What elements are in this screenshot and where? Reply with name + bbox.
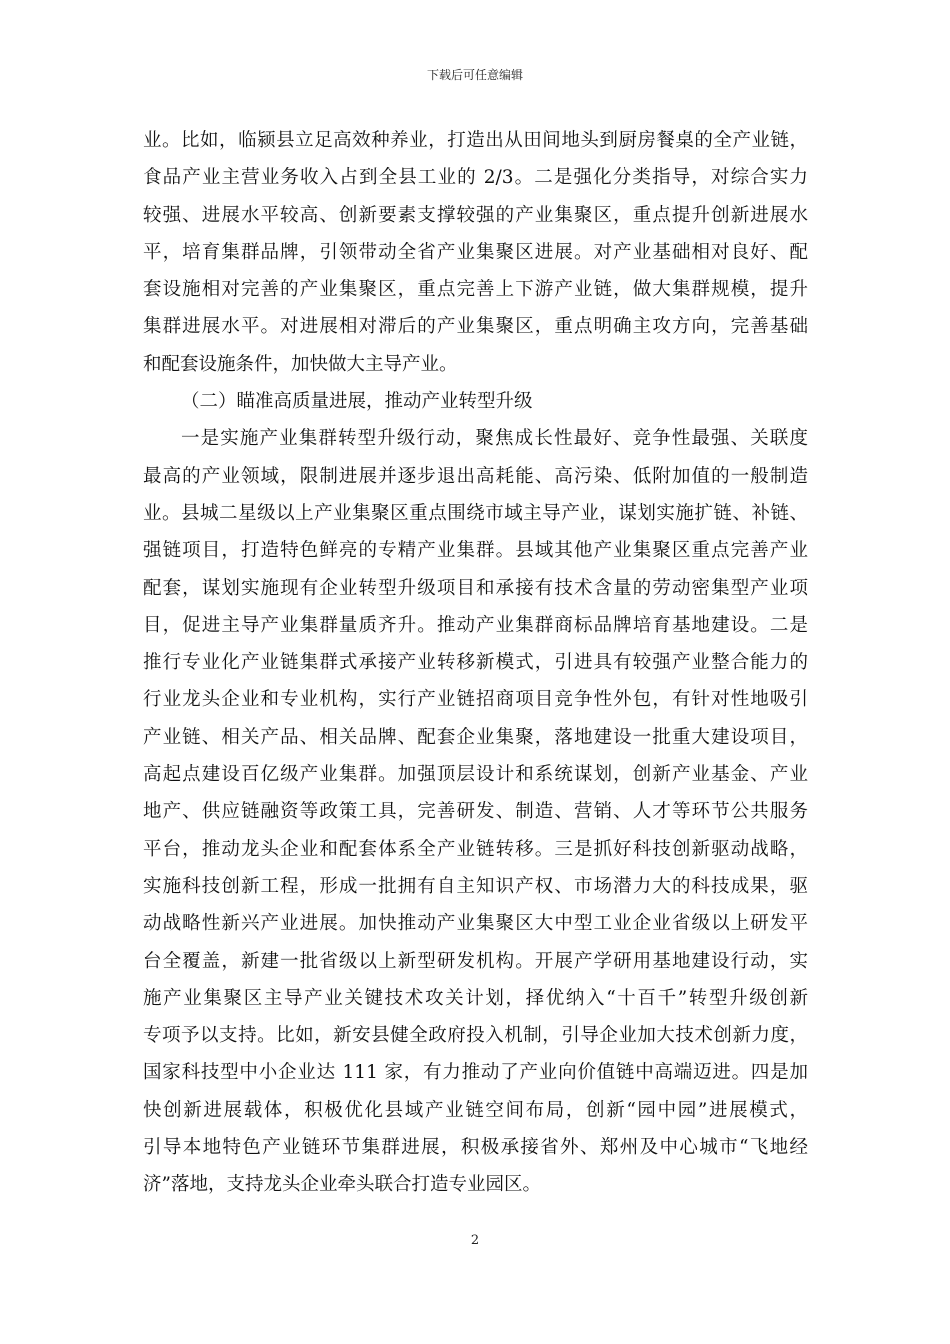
- text-line: 和配套设施条件，加快做大主导产业。: [143, 353, 458, 375]
- paragraph: [143, 122, 808, 383]
- text-line: 台全覆盖，新建一批省级以上新型研发机构。开展产学研用基地建设行动，实: [143, 950, 808, 972]
- text-line: 高起点建设百亿级产业集群。加强顶层设计和系统谋划，创新产业基金、产业: [143, 764, 808, 786]
- document-body: [143, 122, 808, 1204]
- text-line: 产业链、相关产品、相关品牌、配套企业集聚，落地建设一批重大建设项目，: [143, 726, 808, 748]
- text-line: 套设施相对完善的产业集聚区，重点完善上下游产业链，做大集群规模，提升: [143, 279, 808, 301]
- text-line: 国家科技型中小企业达 111 家，有力推动了产业向价值链中高端迈进。四是加: [143, 1062, 808, 1084]
- paragraph: [143, 420, 808, 1203]
- heading-line: （二）瞄准高质量进展，推动产业转型升级: [181, 391, 533, 413]
- text-line: 业。比如，临颍县立足高效种养业，打造出从田间地头到厨房餐桌的全产业链，: [143, 130, 808, 151]
- text-line: 食品产业主营业务收入占到全县工业的 2/3。二是强化分类指导，对综合实力: [143, 167, 808, 189]
- text-line: 快创新进展载体，积极优化县域产业链空间布局，创新“园中园”进展模式，: [143, 1099, 808, 1121]
- text-line: 行业龙头企业和专业机构，实行产业链招商项目竞争性外包，有针对性地吸引: [143, 689, 808, 711]
- page-header: 下载后可任意编辑: [426, 68, 523, 82]
- text-line: 平台，推动龙头企业和配套体系全产业链转移。三是抓好科技创新驱动战略，: [143, 838, 808, 860]
- text-line: 业。县城二星级以上产业集聚区重点围绕市域主导产业，谋划实施扩链、补链、: [143, 502, 808, 524]
- text-line: 强链项目，打造特色鲜亮的专精产业集群。县域其他产业集聚区重点完善产业: [143, 540, 808, 562]
- text-line: 集群进展水平。对进展相对滞后的产业集聚区，重点明确主攻方向，完善基础: [143, 316, 808, 338]
- text-line: 实施科技创新工程，形成一批拥有自主知识产权、市场潜力大的科技成果，驱: [143, 875, 808, 897]
- text-line: 地产、供应链融资等政策工具，完善研发、制造、营销、人才等环节公共服务: [143, 801, 808, 823]
- text-line: 平，培育集群品牌，引领带动全省产业集聚区进展。对产业基础相对良好、配: [143, 241, 808, 263]
- text-line: 最高的产业领域，限制进展并逐步退出高耗能、高污染、低附加值的一般制造: [143, 465, 808, 487]
- text-line: 动战略性新兴产业进展。加快推动产业集聚区大中型工业企业省级以上研发平: [143, 913, 808, 935]
- page-number: 2: [470, 1233, 480, 1248]
- text-line: 引导本地特色产业链环节集群进展，积极承接省外、郑州及中心城市“飞地经: [143, 1137, 808, 1159]
- text-line: 推行专业化产业链集群式承接产业转移新模式，引进具有较强产业整合能力的: [143, 652, 808, 674]
- text-line: 较强、进展水平较高、创新要素支撑较强的产业集聚区，重点提升创新进展水: [143, 204, 808, 226]
- section-heading: [143, 383, 808, 420]
- text-line: 济”落地，支持龙头企业牵头联合打造专业园区。: [143, 1174, 541, 1196]
- text-line: 目，促进主导产业集群量质齐升。推动产业集群商标品牌培育基地建设。二是: [143, 614, 808, 636]
- text-line: 配套，谋划实施现有企业转型升级项目和承接有技术含量的劳动密集型产业项: [143, 577, 808, 599]
- text-line: 一是实施产业集群转型升级行动，聚焦成长性最好、竞争性最强、关联度: [181, 428, 808, 450]
- text-line: 专项予以支持。比如，新安县健全政府投入机制，引导企业加大技术创新力度，: [143, 1025, 808, 1047]
- text-line: 施产业集聚区主导产业关键技术攻关计划，择优纳入“十百千”转型升级创新: [143, 987, 808, 1009]
